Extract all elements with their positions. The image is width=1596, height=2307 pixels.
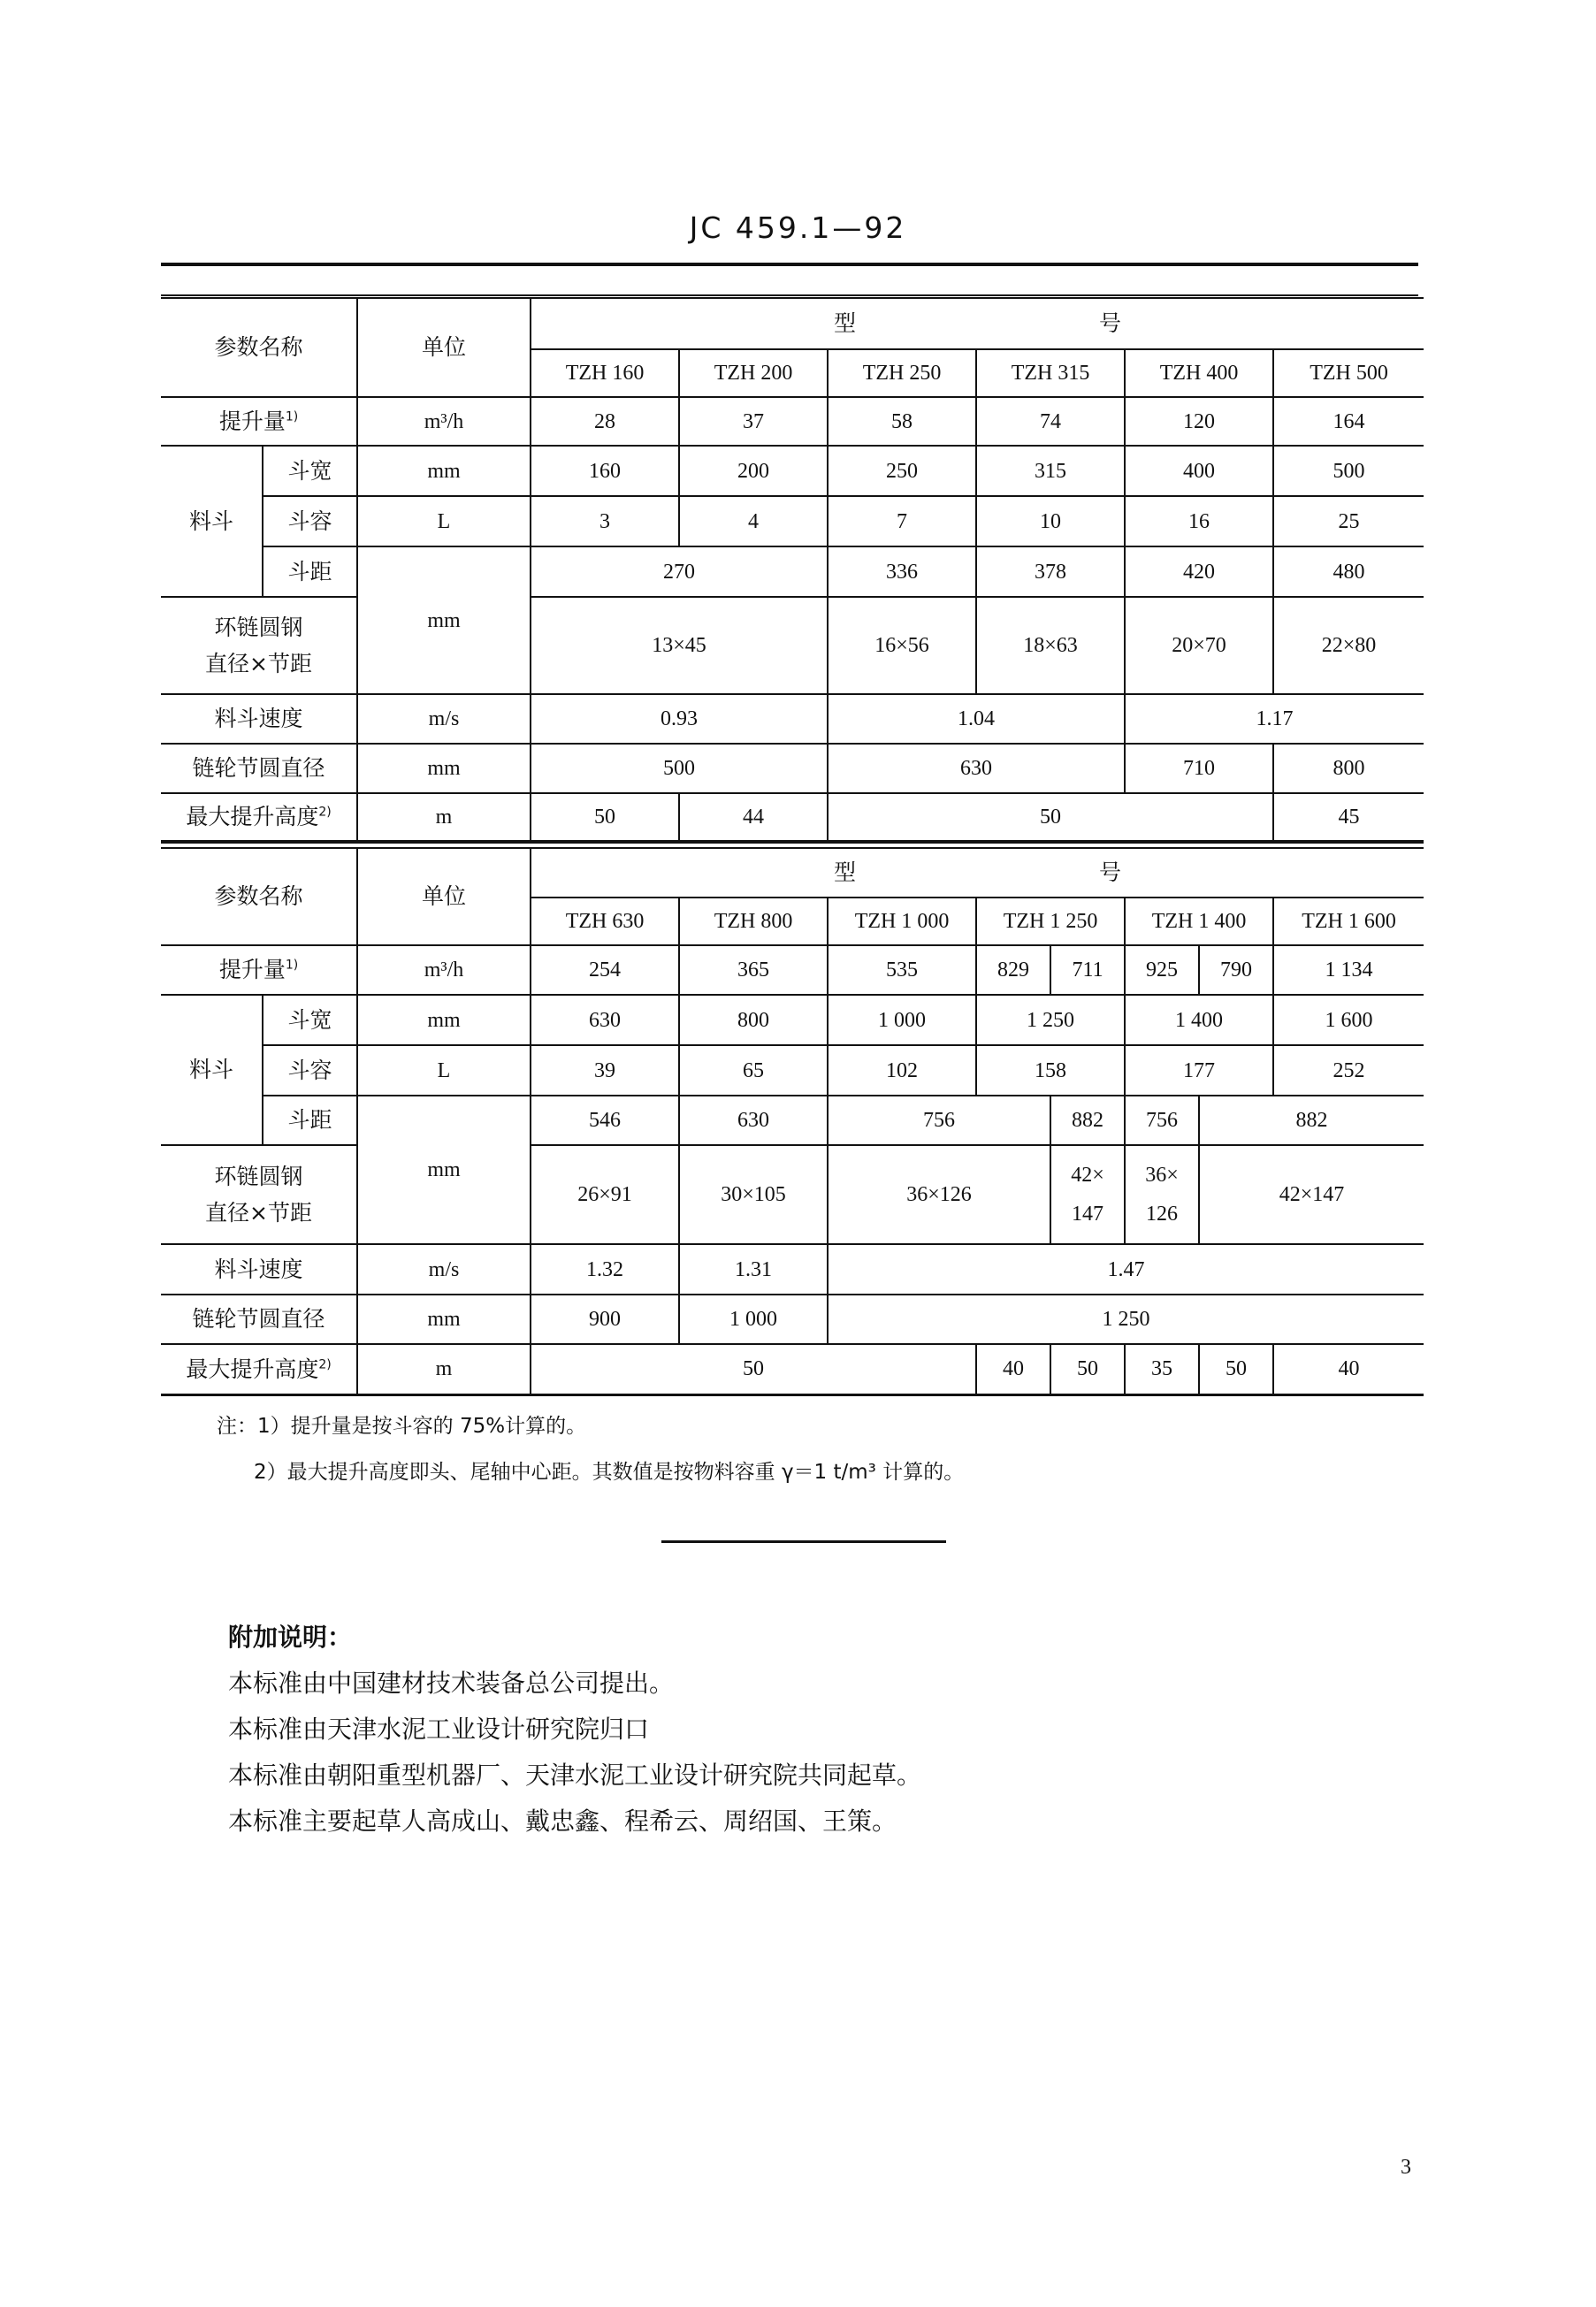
sprocket-diameter-label: 链轮节圆直径 — [161, 1295, 357, 1344]
unit-cell: L — [357, 1045, 531, 1096]
model-cell: TZH 1 000 — [828, 898, 976, 945]
value-line: 147 — [1072, 1203, 1104, 1226]
value-cell: 270 — [531, 546, 828, 597]
table-notes — [217, 1403, 964, 1495]
value-cell: 7 — [828, 496, 976, 546]
value-cell: 1 134 — [1273, 945, 1424, 995]
table-separator-rule — [161, 842, 1424, 844]
unit-cell: mm — [357, 546, 531, 694]
value-cell: 10 — [976, 496, 1125, 546]
appendix-title: 附加说明： — [228, 1623, 353, 1652]
chain-label — [161, 597, 357, 694]
model-cell: TZH 250 — [828, 349, 976, 397]
bucket-volume-label: 斗容 — [263, 1045, 357, 1096]
value-cell: 42×147 — [1199, 1145, 1424, 1244]
value-cell — [1125, 1145, 1199, 1244]
value-cell: 22×80 — [1273, 597, 1424, 694]
value-cell: 535 — [828, 945, 976, 995]
model-cell: TZH 500 — [1273, 349, 1424, 397]
value-cell: 500 — [1273, 446, 1424, 496]
value-cell: 756 — [828, 1096, 1050, 1145]
model-header-char2: 号 — [1099, 859, 1122, 886]
model-header-char1: 型 — [834, 859, 857, 886]
value-cell: 120 — [1125, 397, 1273, 446]
unit-header: 单位 — [357, 298, 531, 397]
lift-capacity-label — [161, 945, 357, 995]
value-line: 36× — [1145, 1164, 1179, 1187]
model-cell: TZH 315 — [976, 349, 1125, 397]
max-height-label-text: 最大提升高度 — [186, 804, 319, 830]
value-cell: 50 — [1199, 1344, 1273, 1394]
value-cell: 200 — [679, 446, 828, 496]
value-cell: 1 400 — [1125, 995, 1273, 1045]
value-cell: 65 — [679, 1045, 828, 1096]
footnote-ref: 2) — [318, 1357, 332, 1372]
value-cell: 102 — [828, 1045, 976, 1096]
header-rule-thin — [161, 294, 1418, 296]
value-cell: 500 — [531, 744, 828, 793]
unit-header: 单位 — [357, 848, 531, 945]
unit-cell: L — [357, 496, 531, 546]
value-cell: 164 — [1273, 397, 1424, 446]
value-cell: 0.93 — [531, 694, 828, 744]
value-cell: 39 — [531, 1045, 679, 1096]
value-cell: 1 250 — [976, 995, 1125, 1045]
bucket-speed-label: 料斗速度 — [161, 694, 357, 744]
value-cell: 900 — [531, 1295, 679, 1344]
value-cell: 254 — [531, 945, 679, 995]
model-header-char1: 型 — [834, 310, 857, 337]
value-cell: 710 — [1125, 744, 1273, 793]
value-cell: 45 — [1273, 793, 1424, 841]
appendix-line: 本标准由天津水泥工业设计研究院归口 — [228, 1715, 650, 1744]
chain-label-line2: 直径×节距 — [205, 651, 312, 676]
model-cell: TZH 160 — [531, 349, 679, 397]
value-cell: 925 — [1125, 945, 1199, 995]
value-cell: 1.47 — [828, 1244, 1424, 1295]
value-cell — [1050, 1145, 1125, 1244]
model-header-char2: 号 — [1099, 310, 1122, 337]
value-cell: 546 — [531, 1096, 679, 1145]
value-cell: 480 — [1273, 546, 1424, 597]
value-cell: 378 — [976, 546, 1125, 597]
value-cell: 711 — [1050, 945, 1125, 995]
value-cell: 30×105 — [679, 1145, 828, 1244]
value-cell: 25 — [1273, 496, 1424, 546]
appendix-line: 本标准由朝阳重型机器厂、天津水泥工业设计研究院共同起草。 — [228, 1761, 922, 1790]
model-cell: TZH 400 — [1125, 349, 1273, 397]
value-cell: 13×45 — [531, 597, 828, 694]
unit-cell: mm — [357, 995, 531, 1045]
sprocket-diameter-label: 链轮节圆直径 — [161, 744, 357, 793]
value-cell: 16 — [1125, 496, 1273, 546]
unit-cell: m³/h — [357, 945, 531, 995]
bucket-spacing-label: 斗距 — [263, 546, 357, 597]
value-cell: 40 — [1273, 1344, 1424, 1394]
chain-label-line1: 环链圆钢 — [214, 1163, 303, 1189]
max-height-label — [161, 1344, 357, 1394]
value-cell: 829 — [976, 945, 1050, 995]
value-cell: 160 — [531, 446, 679, 496]
note-1: 注：1）提升量是按斗容的 75%计算的。 — [217, 1415, 587, 1438]
value-cell: 1.04 — [828, 694, 1125, 744]
model-header — [531, 848, 1424, 898]
note-2: 2）最大提升高度即头、尾轴中心距。其数值是按物料容重 γ＝1 t/m³ 计算的。 — [254, 1461, 965, 1484]
model-header — [531, 298, 1424, 349]
bucket-volume-label: 斗容 — [263, 496, 357, 546]
page-number: 3 — [1401, 2156, 1411, 2179]
value-cell: 1.31 — [679, 1244, 828, 1295]
value-cell: 420 — [1125, 546, 1273, 597]
value-cell: 1 250 — [828, 1295, 1424, 1344]
unit-cell: m — [357, 793, 531, 841]
value-cell: 315 — [976, 446, 1125, 496]
appendix-section — [228, 1615, 921, 1845]
value-cell: 1.17 — [1125, 694, 1424, 744]
value-cell: 250 — [828, 446, 976, 496]
bucket-width-label: 斗宽 — [263, 446, 357, 496]
unit-cell: mm — [357, 1096, 531, 1244]
model-cell: TZH 630 — [531, 898, 679, 945]
model-cell: TZH 1 600 — [1273, 898, 1424, 945]
appendix-line: 本标准由中国建材技术装备总公司提出。 — [228, 1669, 675, 1698]
value-cell: 336 — [828, 546, 976, 597]
value-line: 42× — [1071, 1164, 1104, 1187]
footnote-ref: 1) — [285, 409, 299, 424]
value-cell: 16×56 — [828, 597, 976, 694]
section-end-rule — [661, 1540, 946, 1543]
unit-cell: m/s — [357, 694, 531, 744]
param-name-header: 参数名称 — [161, 848, 357, 945]
model-cell: TZH 200 — [679, 349, 828, 397]
value-cell: 58 — [828, 397, 976, 446]
value-cell: 40 — [976, 1344, 1050, 1394]
chain-label-line1: 环链圆钢 — [214, 614, 303, 640]
model-cell: TZH 1 250 — [976, 898, 1125, 945]
value-cell: 630 — [679, 1096, 828, 1145]
value-cell: 790 — [1199, 945, 1273, 995]
appendix-line: 本标准主要起草人高成山、戴忠鑫、程希云、周绍国、王策。 — [228, 1807, 897, 1836]
lift-label-text: 提升量 — [218, 957, 286, 983]
chain-label — [161, 1145, 357, 1244]
value-cell: 630 — [828, 744, 1125, 793]
value-cell: 35 — [1125, 1344, 1199, 1394]
spec-table-2 — [161, 847, 1424, 1396]
value-cell: 1 000 — [828, 995, 976, 1045]
unit-cell: m/s — [357, 1244, 531, 1295]
value-cell: 1 600 — [1273, 995, 1424, 1045]
value-cell: 756 — [1125, 1096, 1199, 1145]
value-cell: 400 — [1125, 446, 1273, 496]
value-cell: 800 — [1273, 744, 1424, 793]
max-height-label — [161, 793, 357, 841]
value-cell: 44 — [679, 793, 828, 841]
bucket-group-label: 料斗 — [161, 446, 263, 597]
value-cell: 28 — [531, 397, 679, 446]
value-cell: 1.32 — [531, 1244, 679, 1295]
value-cell: 365 — [679, 945, 828, 995]
bucket-group-label: 料斗 — [161, 995, 263, 1145]
bucket-width-label: 斗宽 — [263, 995, 357, 1045]
unit-cell: mm — [357, 446, 531, 496]
value-cell: 882 — [1199, 1096, 1424, 1145]
value-cell: 158 — [976, 1045, 1125, 1096]
max-height-label-text: 最大提升高度 — [186, 1356, 319, 1382]
value-cell: 20×70 — [1125, 597, 1273, 694]
value-cell: 36×126 — [828, 1145, 1050, 1244]
value-cell: 882 — [1050, 1096, 1125, 1145]
param-name-header: 参数名称 — [161, 298, 357, 397]
value-cell: 50 — [828, 793, 1273, 841]
unit-cell: m³/h — [357, 397, 531, 446]
value-cell: 4 — [679, 496, 828, 546]
spec-table-1 — [161, 297, 1424, 843]
value-cell: 630 — [531, 995, 679, 1045]
bucket-speed-label: 料斗速度 — [161, 1244, 357, 1295]
lift-capacity-label — [161, 397, 357, 446]
lift-label-text: 提升量 — [218, 408, 286, 434]
bucket-spacing-label: 斗距 — [263, 1096, 357, 1145]
value-cell: 18×63 — [976, 597, 1125, 694]
value-cell: 37 — [679, 397, 828, 446]
unit-cell: mm — [357, 1295, 531, 1344]
value-cell: 74 — [976, 397, 1125, 446]
value-cell: 3 — [531, 496, 679, 546]
model-cell: TZH 800 — [679, 898, 828, 945]
footnote-ref: 1) — [285, 959, 299, 974]
unit-cell: mm — [357, 744, 531, 793]
document-id: JC 459.1—92 — [689, 210, 907, 245]
footnote-ref: 2) — [318, 805, 332, 820]
unit-cell: m — [357, 1344, 531, 1394]
value-cell: 177 — [1125, 1045, 1273, 1096]
value-cell: 800 — [679, 995, 828, 1045]
value-line: 126 — [1146, 1203, 1179, 1226]
value-cell: 1 000 — [679, 1295, 828, 1344]
value-cell: 50 — [531, 1344, 976, 1394]
value-cell: 252 — [1273, 1045, 1424, 1096]
header-rule-thick — [161, 263, 1418, 266]
value-cell: 50 — [1050, 1344, 1125, 1394]
value-cell: 26×91 — [531, 1145, 679, 1244]
chain-label-line2: 直径×节距 — [205, 1200, 312, 1226]
value-cell: 50 — [531, 793, 679, 841]
model-cell: TZH 1 400 — [1125, 898, 1273, 945]
